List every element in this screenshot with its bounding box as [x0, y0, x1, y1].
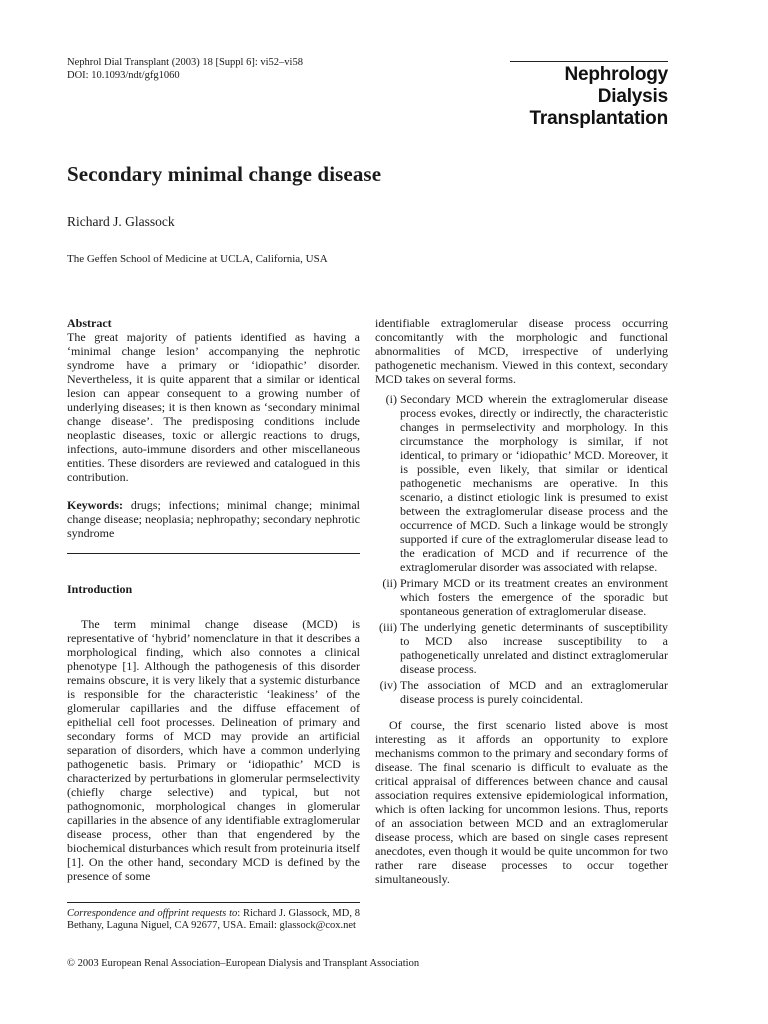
list-item	[375, 620, 668, 676]
list-number: (iv)	[379, 678, 397, 692]
closing-paragraph: Of course, the first scenario listed above is most interesting as it affords an opportunity to explore mechanisms common to the primary and secondary forms of disease. The final scenario is difficult to evaluate as the critical appraisal of differences between chance and causal association requires extensive epidemiological information, which is often lacking for uncommon lesions. Thus, reports of an association between MCD and an extraglomerular disease process, which are based on single cases represent anecdotes, even though it would be quite uncommon for two rather rare disease processes to occur together simultaneously.	[375, 718, 668, 886]
author-affiliation: The Geffen School of Medicine at UCLA, California, USA	[67, 253, 328, 265]
list-number: (i)	[385, 392, 397, 406]
list-text: The underlying genetic determinants of susceptibility to MCD also increase susceptibility to a pathogenetically unrelated and distinct extraglomerular disease process.	[400, 620, 668, 676]
left-column	[67, 316, 360, 932]
journal-logo-line-2: Dialysis	[597, 86, 668, 107]
abstract-heading: Abstract	[67, 316, 112, 330]
journal-logo	[505, 64, 668, 130]
copyright-notice: © 2003 European Renal Association–European Dialysis and Transplant Association	[67, 958, 420, 969]
right-column	[375, 316, 668, 886]
correspondence-footnote	[67, 908, 360, 932]
introduction-heading: Introduction	[67, 582, 133, 596]
journal-logo-line-3: Transplantation	[529, 108, 668, 129]
list-item	[375, 392, 668, 574]
doi: DOI: 10.1093/ndt/gfg1060	[67, 70, 180, 81]
journal-logo-line-1: Nephrology	[564, 64, 668, 85]
scenario-list	[375, 392, 668, 706]
list-text: Secondary MCD wherein the extraglomerular disease process evokes, directly or indirectly, the characteristic changes in permselectivity and morphology. In this circumstance the morphology is similar, if not identical, to primary or ‘idiopathic’ MCD. Moreover, it is possible, even likely, that similar or identical pathogenetic mechanisms are operative. In this scenario, a distinct etiologic link is presumed to exist between the extraglomerular disease process and the occurrence of MCD. Such a linkage would be strongly supported if cure of the extraglomerular disease lead to the eradication of MCD and if recurrence of the extraglomerular disorder was associated with relapse.	[400, 392, 668, 574]
list-number: (iii)	[379, 620, 397, 634]
citation-block	[67, 56, 303, 82]
keywords	[67, 498, 360, 540]
footnote-label: Correspondence and offprint requests to	[67, 908, 238, 919]
journal-logo-rule	[510, 61, 668, 62]
section-divider	[67, 553, 360, 554]
journal-citation: Nephrol Dial Transplant (2003) 18 [Suppl 6]: vi52–vi58	[67, 57, 303, 68]
footnote-divider	[67, 902, 360, 903]
list-text: Primary MCD or its treatment creates an environment which fosters the emergence of the sporadic but spontaneous generation of extraglomerular disease.	[400, 576, 668, 618]
list-number: (ii)	[382, 576, 397, 590]
list-item	[375, 576, 668, 618]
abstract-text: The great majority of patients identified as having a ‘minimal change lesion’ accompanying the nephrotic syndrome have a primary or ‘idiopathic’ disorder. Nevertheless, it is quite apparent that a similar or identical lesion can appear consequent to a growing number of underlying diseases; it is then known as ‘secondary minimal change disease’. The predisposing conditions include neoplastic diseases, toxic or allergic reactions to drugs, infections, auto-immune disorders and other miscellaneous entities. These disorders are reviewed and catalogued in this contribution.	[67, 330, 360, 484]
footnote-text: : Richard J. Glassock, MD, 8 Bethany, Laguna Niguel, CA 92677, USA. Email: glassock@cox.net	[67, 908, 360, 931]
author-name: Richard J. Glassock	[67, 214, 175, 229]
introduction-text: The term minimal change disease (MCD) is representative of ‘hybrid’ nomenclature in that it describes a morphological finding, which also connotes a clinical phenotype [1]. Although the pathogenesis of this disorder remains obscure, it is very likely that a systemic disturbance is responsible for the characteristic ‘leakiness’ of the glomerular capillaries and the diffuse effacement of epithelial cell foot processes. Delineation of primary and secondary forms of MCD may provide an artificial separation of disorders, which have a common underlying pathogenetic basis. Primary or ‘idiopathic’ MCD is characterized by perturbations in glomerular permselectivity (chiefly charge selective) and typical, but not pathognomonic, morphological changes in glomerular capillaries in the absence of any identifiable extraglomerular disease process, other than that engendered by the biochemical disturbances which result from proteinuria itself [1]. On the other hand, secondary MCD is defined by the presence of some	[67, 617, 360, 883]
keywords-label: Keywords:	[67, 498, 123, 512]
list-item	[375, 678, 668, 706]
list-text: The association of MCD and an extraglomerular disease process is purely coincidental.	[400, 678, 668, 706]
article-title: Secondary minimal change disease	[67, 162, 382, 186]
right-intro-text: identifiable extraglomerular disease process occurring concomitantly with the morphologic and functional abnormalities of MCD, irrespective of underlying pathogenetic mechanism. Viewed in this context, secondary MCD takes on several forms.	[375, 316, 668, 386]
keywords-text: drugs; infections; minimal change; minimal change disease; neoplasia; nephropathy; secondary nephrotic syndrome	[67, 498, 360, 540]
